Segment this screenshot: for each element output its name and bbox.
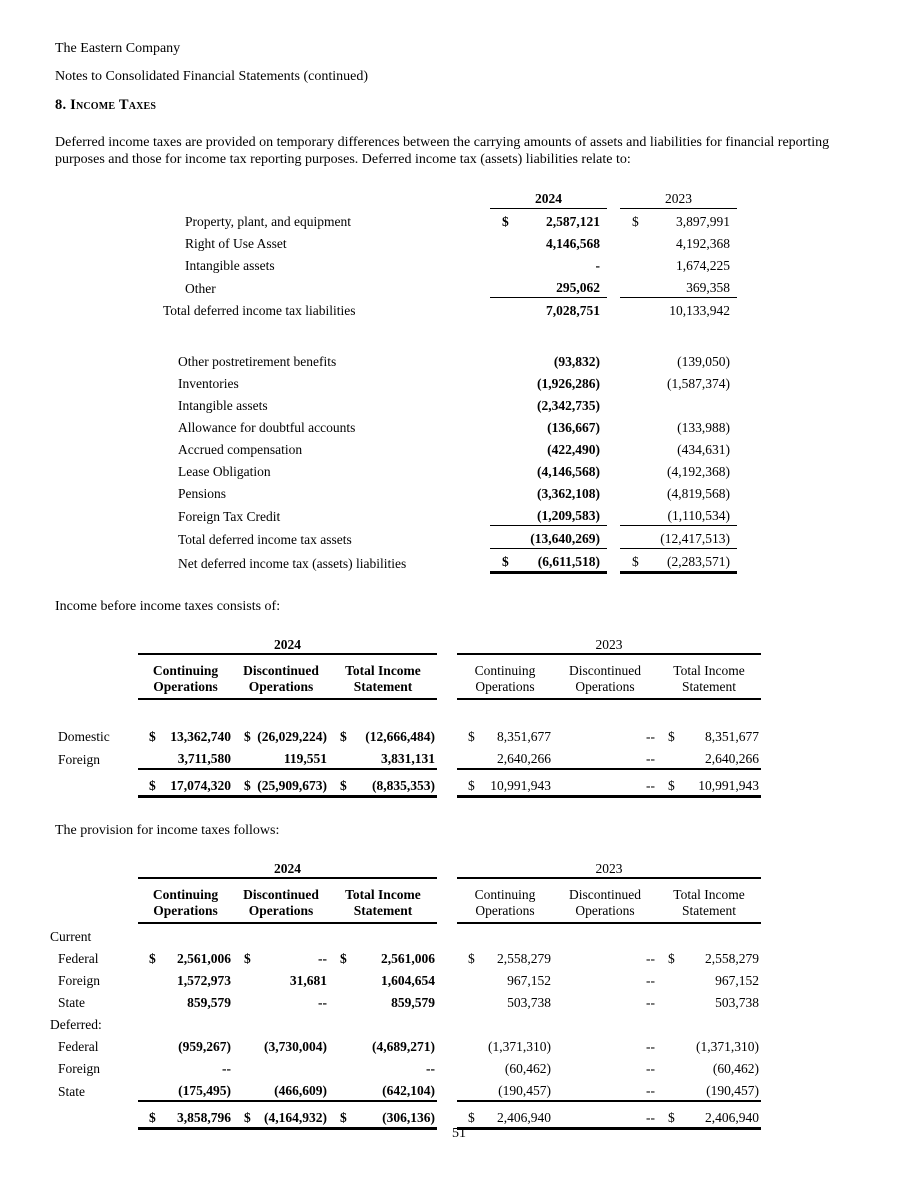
cell-value: (4,192,368) — [667, 464, 730, 479]
dollar-sign: $ — [668, 778, 675, 793]
col-header-discontinued-2024: Discontinued Operations — [233, 654, 329, 699]
cell — [553, 724, 657, 746]
cell-value: (25,909,673) — [257, 778, 327, 793]
dollar-sign: $ — [468, 951, 475, 966]
cell-2024 — [490, 459, 607, 481]
cell-value: 859,579 — [391, 995, 435, 1010]
dollar-sign: $ — [244, 778, 251, 793]
cell-value: 2,406,940 — [497, 1110, 551, 1125]
cell — [138, 968, 233, 990]
document-title: Notes to Consolidated Financial Statements (continued) — [55, 69, 368, 84]
cell — [329, 990, 437, 1012]
cell-value: (13,640,269) — [530, 531, 600, 546]
cell-2024 — [490, 231, 607, 253]
cell-2023 — [620, 437, 737, 459]
cell-value: 369,358 — [686, 280, 730, 295]
year-header-2024: 2024 — [138, 856, 437, 878]
cell — [657, 968, 761, 990]
row-label: Allowance for doubtful accounts — [178, 420, 356, 435]
col-header-discontinued-2024: Discontinued Operations — [233, 878, 329, 923]
cell-2023 — [620, 503, 737, 526]
cell — [553, 1078, 657, 1101]
col-header-continuing-2024: Continuing Operations — [138, 654, 233, 699]
cell — [553, 746, 657, 769]
year-header-2024: 2024 — [490, 186, 607, 209]
cell — [657, 1078, 761, 1101]
cell-2024 — [490, 393, 607, 415]
cell-value: -- — [222, 1061, 231, 1076]
cell-value: (133,988) — [677, 420, 730, 435]
income-before-taxes-caption: Income before income taxes consists of: — [55, 599, 281, 614]
col-header-discontinued-2023: Discontinued Operations — [553, 878, 657, 923]
table-header-row — [155, 186, 737, 209]
cell-2023 — [620, 549, 737, 573]
dollar-sign: $ — [340, 951, 347, 966]
cell — [329, 769, 437, 797]
cell-2023 — [620, 393, 737, 415]
table-row — [50, 1034, 761, 1056]
cell — [233, 1101, 329, 1129]
cell-value: -- — [646, 729, 655, 744]
row-label: Federal — [58, 951, 99, 966]
row-label: Intangible assets — [185, 258, 275, 273]
cell — [553, 990, 657, 1012]
cell-value: -- — [646, 1039, 655, 1054]
cell — [657, 769, 761, 797]
table-row — [50, 724, 761, 746]
intro-paragraph: Deferred income taxes are provided on temporary differences between the carrying amounts of assets and liabilities for financial reporting purposes and those for income tax reporting purposes. Deferred income tax (assets) liabilities relate to: — [55, 135, 830, 167]
year-header-2023: 2023 — [457, 856, 761, 878]
row-label: Foreign Tax Credit — [178, 508, 281, 524]
cell-value: -- — [646, 973, 655, 988]
cell-value: (175,495) — [178, 1083, 231, 1098]
col-header-total-2023: Total Income Statement — [657, 878, 761, 923]
provision-table — [50, 856, 761, 1130]
cell — [138, 724, 233, 746]
cell — [329, 746, 437, 769]
cell-value: (466,609) — [274, 1083, 327, 1098]
cell-value: (12,666,484) — [365, 729, 435, 744]
row-label: Other — [185, 280, 216, 296]
col-header-total-2024: Total Income Statement — [329, 654, 437, 699]
cell-value: 967,152 — [507, 973, 551, 988]
cell — [553, 1056, 657, 1078]
table-row — [155, 253, 737, 275]
cell-value: -- — [646, 1083, 655, 1098]
cell-value: 2,406,940 — [705, 1110, 759, 1125]
table-row — [155, 437, 737, 459]
cell-value: 4,192,368 — [676, 236, 730, 251]
cell-value: (6,611,518) — [537, 554, 600, 569]
col-header-continuing-2023: Continuing Operations — [457, 878, 553, 923]
deferred-tax-table — [155, 186, 737, 574]
row-label: Accrued compensation — [178, 442, 303, 457]
cell — [329, 724, 437, 746]
cell — [457, 769, 553, 797]
section-row — [50, 923, 761, 946]
cell-value: - — [595, 258, 600, 273]
cell-value: (1,110,534) — [667, 508, 730, 523]
cell-2023 — [620, 459, 737, 481]
row-label: Foreign — [58, 752, 100, 767]
cell — [233, 724, 329, 746]
table-subheader-row — [50, 654, 761, 699]
cell-value: (306,136) — [382, 1110, 435, 1125]
cell — [457, 1034, 553, 1056]
cell-value: 13,362,740 — [170, 729, 231, 744]
cell-value: (8,835,353) — [372, 778, 435, 793]
table-row — [155, 549, 737, 573]
table-row — [155, 415, 737, 437]
cell-value: 17,074,320 — [170, 778, 231, 793]
cell-value: 3,897,991 — [676, 214, 730, 229]
cell-value: (642,104) — [382, 1083, 435, 1098]
cell — [553, 1034, 657, 1056]
cell-value: (4,819,568) — [667, 486, 730, 501]
dollar-sign: $ — [468, 778, 475, 793]
row-label: Federal — [58, 1039, 99, 1054]
cell-value: (2,342,735) — [537, 398, 600, 413]
cell-2024 — [490, 298, 607, 321]
cell-2024 — [490, 437, 607, 459]
row-label: Inventories — [178, 376, 239, 391]
cell — [138, 1034, 233, 1056]
row-label: Right of Use Asset — [185, 236, 287, 251]
dollar-sign: $ — [340, 778, 347, 793]
cell — [457, 968, 553, 990]
cell — [553, 1101, 657, 1129]
cell-value: (1,371,310) — [488, 1039, 551, 1054]
cell — [657, 1101, 761, 1129]
table-total-row — [50, 769, 761, 797]
cell — [329, 1078, 437, 1101]
cell — [457, 1056, 553, 1078]
cell-value: (3,730,004) — [264, 1039, 327, 1054]
dollar-sign: $ — [149, 729, 156, 744]
dollar-sign: $ — [502, 554, 509, 569]
cell-value: -- — [646, 1061, 655, 1076]
cell-value: 2,558,279 — [497, 951, 551, 966]
cell-value: 967,152 — [715, 973, 759, 988]
cell-2023 — [620, 209, 737, 232]
cell-value: (2,283,571) — [667, 554, 730, 569]
table-row — [155, 481, 737, 503]
section-heading: 8. Income Taxes — [55, 97, 157, 113]
col-header-total-2024: Total Income Statement — [329, 878, 437, 923]
income-before-taxes-table — [50, 632, 761, 798]
cell-2024 — [490, 549, 607, 573]
cell-value: 31,681 — [289, 973, 327, 988]
row-label: State — [58, 1084, 85, 1099]
row-label: Property, plant, and equipment — [185, 214, 351, 229]
cell — [553, 946, 657, 968]
row-label: Intangible assets — [178, 398, 268, 413]
cell-value: (93,832) — [553, 354, 600, 369]
cell-value: (1,587,374) — [667, 376, 730, 391]
cell-value: (60,462) — [712, 1061, 759, 1076]
dollar-sign: $ — [244, 951, 251, 966]
row-label: Pensions — [178, 486, 227, 501]
dollar-sign: $ — [632, 214, 639, 229]
cell-value: (190,457) — [706, 1083, 759, 1098]
cell — [233, 769, 329, 797]
table-row — [155, 459, 737, 481]
year-header-2023: 2023 — [620, 186, 737, 209]
cell-2023 — [620, 231, 737, 253]
year-header-2023: 2023 — [457, 632, 761, 654]
cell-2023 — [620, 526, 737, 549]
row-label: Other postretirement benefits — [178, 354, 337, 369]
cell-value: 1,604,654 — [381, 973, 435, 988]
cell — [553, 968, 657, 990]
cell — [233, 1056, 329, 1078]
table-row — [50, 990, 761, 1012]
section-label: Current — [50, 929, 92, 944]
cell-2024 — [490, 275, 607, 298]
cell-value: (190,457) — [498, 1083, 551, 1098]
cell-2023 — [620, 415, 737, 437]
table-subheader-row — [50, 878, 761, 923]
cell-value: 2,640,266 — [497, 751, 551, 766]
col-header-continuing-2023: Continuing Operations — [457, 654, 553, 699]
table-row — [50, 1078, 761, 1101]
cell-value: -- — [646, 778, 655, 793]
dollar-sign: $ — [668, 1110, 675, 1125]
cell-value: 2,558,279 — [705, 951, 759, 966]
table-row — [155, 371, 737, 393]
dollar-sign: $ — [149, 1110, 156, 1125]
cell — [329, 1034, 437, 1056]
row-label — [50, 769, 138, 797]
table-row — [155, 393, 737, 415]
cell-value: (1,926,286) — [537, 376, 600, 391]
cell — [329, 946, 437, 968]
dollar-sign: $ — [632, 554, 639, 569]
cell-2024 — [490, 415, 607, 437]
dollar-sign: $ — [468, 1110, 475, 1125]
cell — [138, 990, 233, 1012]
cell-value: (4,146,568) — [537, 464, 600, 479]
cell — [138, 769, 233, 797]
cell-value: -- — [646, 951, 655, 966]
cell-2024 — [490, 349, 607, 371]
cell-value: 4,146,568 — [546, 236, 600, 251]
cell-value: (26,029,224) — [257, 729, 327, 744]
company-name: The Eastern Company — [55, 41, 181, 56]
cell-value: 859,579 — [187, 995, 231, 1010]
cell — [657, 1056, 761, 1078]
cell — [329, 1056, 437, 1078]
cell — [233, 968, 329, 990]
cell-value: 2,561,006 — [381, 951, 435, 966]
cell — [457, 946, 553, 968]
row-label: Lease Obligation — [178, 464, 271, 479]
cell-value: 503,738 — [715, 995, 759, 1010]
cell — [138, 1078, 233, 1101]
table-total-row — [50, 1101, 761, 1129]
dollar-sign: $ — [668, 729, 675, 744]
dollar-sign: $ — [668, 951, 675, 966]
cell-value: -- — [318, 995, 327, 1010]
table-header-row — [50, 632, 761, 654]
year-header-2024: 2024 — [138, 632, 437, 654]
cell-2023 — [620, 298, 737, 321]
dollar-sign: $ — [468, 729, 475, 744]
dollar-sign: $ — [244, 1110, 251, 1125]
row-label: State — [58, 995, 85, 1010]
table-row — [155, 503, 737, 526]
row-label: Foreign — [58, 1061, 100, 1076]
cell-value: (959,267) — [178, 1039, 231, 1054]
cell-value: (4,689,271) — [372, 1039, 435, 1054]
cell — [233, 1078, 329, 1101]
cell — [457, 1078, 553, 1101]
cell-value: 295,062 — [556, 280, 600, 295]
cell — [657, 724, 761, 746]
cell — [233, 746, 329, 769]
cell — [457, 746, 553, 769]
cell-2023 — [620, 253, 737, 275]
table-row — [50, 746, 761, 769]
cell — [657, 990, 761, 1012]
cell-value: (3,362,108) — [537, 486, 600, 501]
cell-2023 — [620, 371, 737, 393]
table-row — [155, 298, 737, 321]
cell-value: 3,831,131 — [381, 751, 435, 766]
row-label — [50, 1101, 138, 1129]
cell-value: (60,462) — [504, 1061, 551, 1076]
cell — [457, 1101, 553, 1129]
cell-2024 — [490, 253, 607, 275]
cell-2023 — [620, 275, 737, 298]
cell-2023 — [620, 481, 737, 503]
cell — [233, 990, 329, 1012]
table-row — [155, 349, 737, 371]
cell — [138, 946, 233, 968]
cell — [657, 1034, 761, 1056]
dollar-sign: $ — [149, 778, 156, 793]
cell — [657, 946, 761, 968]
cell-value: -- — [318, 951, 327, 966]
cell-value: 2,640,266 — [705, 751, 759, 766]
dollar-sign: $ — [502, 214, 509, 229]
cell — [657, 746, 761, 769]
cell — [457, 990, 553, 1012]
cell-value: 2,587,121 — [546, 214, 600, 229]
cell-value: 8,351,677 — [497, 729, 551, 744]
table-row — [50, 968, 761, 990]
row-label: Total deferred income tax liabilities — [163, 303, 356, 318]
spacer-row — [155, 320, 737, 349]
cell — [138, 746, 233, 769]
col-header-total-2023: Total Income Statement — [657, 654, 761, 699]
cell-value: (422,490) — [547, 442, 600, 457]
cell-value: 119,551 — [283, 751, 327, 766]
cell-value: -- — [646, 751, 655, 766]
cell-value: 10,991,943 — [698, 778, 759, 793]
col-header-discontinued-2023: Discontinued Operations — [553, 654, 657, 699]
table-row — [50, 946, 761, 968]
table-row — [155, 231, 737, 253]
provision-caption: The provision for income taxes follows: — [55, 823, 280, 838]
section-label: Deferred: — [50, 1017, 102, 1032]
cell-value: 1,674,225 — [676, 258, 730, 273]
table-row — [155, 209, 737, 232]
cell-value: (139,050) — [677, 354, 730, 369]
cell — [329, 1101, 437, 1129]
cell-value: (12,417,513) — [660, 531, 730, 546]
cell-2024 — [490, 371, 607, 393]
cell — [138, 1101, 233, 1129]
cell-value: 10,133,942 — [669, 303, 730, 318]
cell — [553, 769, 657, 797]
cell-value: 3,858,796 — [177, 1110, 231, 1125]
cell-value: (136,667) — [547, 420, 600, 435]
dollar-sign: $ — [340, 729, 347, 744]
cell-value: 3,711,580 — [177, 751, 231, 766]
cell — [457, 724, 553, 746]
cell-value: (1,209,583) — [537, 508, 600, 523]
row-label: Foreign — [58, 973, 100, 988]
cell-value: (1,371,310) — [696, 1039, 759, 1054]
cell-2024 — [490, 481, 607, 503]
cell — [138, 1056, 233, 1078]
cell-value: (4,164,932) — [264, 1110, 327, 1125]
cell-value: -- — [646, 1110, 655, 1125]
col-header-continuing-2024: Continuing Operations — [138, 878, 233, 923]
table-row — [155, 275, 737, 298]
spacer-row — [50, 699, 761, 724]
row-label: Domestic — [58, 729, 110, 744]
row-label: Net deferred income tax (assets) liabilities — [178, 555, 407, 571]
cell-2023 — [620, 349, 737, 371]
section-row — [50, 1012, 761, 1034]
cell-2024 — [490, 503, 607, 526]
cell-value: -- — [426, 1061, 435, 1076]
cell-value: 10,991,943 — [490, 778, 551, 793]
cell-value: 1,572,973 — [177, 973, 231, 988]
page-number: 51 — [452, 1126, 466, 1141]
cell-value: 2,561,006 — [177, 951, 231, 966]
row-label: Total deferred income tax assets — [178, 531, 352, 547]
cell-2024 — [490, 526, 607, 549]
dollar-sign: $ — [149, 951, 156, 966]
table-row — [50, 1056, 761, 1078]
table-row — [155, 526, 737, 549]
table-header-row — [50, 856, 761, 878]
cell-value: (434,631) — [677, 442, 730, 457]
cell-2024 — [490, 209, 607, 232]
dollar-sign: $ — [340, 1110, 347, 1125]
cell — [233, 946, 329, 968]
cell — [329, 968, 437, 990]
cell-value: 7,028,751 — [546, 303, 600, 318]
cell-value: 8,351,677 — [705, 729, 759, 744]
cell — [233, 1034, 329, 1056]
dollar-sign: $ — [244, 729, 251, 744]
cell-value: -- — [646, 995, 655, 1010]
cell-value: 503,738 — [507, 995, 551, 1010]
